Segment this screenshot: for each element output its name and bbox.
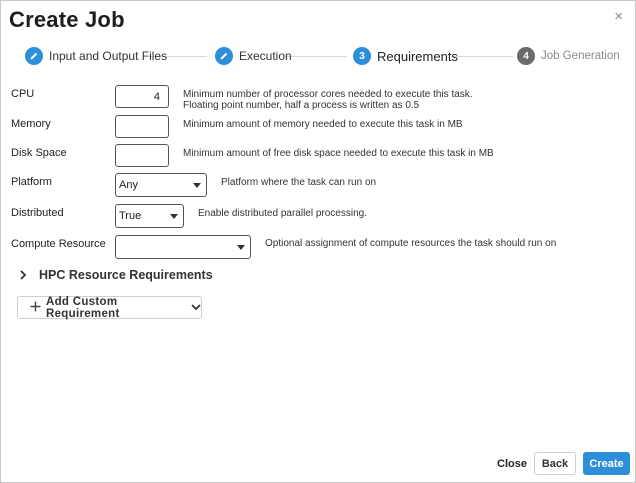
chevron-down-icon [191, 304, 201, 311]
compute-resource-select[interactable] [115, 235, 251, 259]
cpu-label: CPU [11, 88, 35, 100]
stepper [1, 46, 636, 66]
platform-select[interactable] [115, 173, 207, 197]
step-execution[interactable] [215, 46, 292, 66]
distributed-help: Enable distributed parallel processing. [198, 208, 367, 219]
hpc-requirements-label: HPC Resource Requirements [39, 268, 213, 282]
memory-label: Memory [11, 118, 51, 130]
chevron-down-icon [170, 214, 178, 219]
step-input-output[interactable] [25, 46, 167, 66]
add-custom-requirement-label: Add Custom Requirement [46, 295, 120, 320]
distributed-value: True [119, 210, 142, 222]
pencil-icon [25, 47, 43, 65]
step-connector [287, 56, 347, 57]
step-requirements[interactable] [353, 46, 458, 66]
plus-icon [30, 300, 41, 315]
platform-label: Platform [11, 176, 52, 188]
cpu-help-line1: Minimum number of processor cores needed to execute this task. [183, 89, 473, 100]
hpc-requirements-toggle[interactable] [17, 268, 213, 282]
distributed-label: Distributed [11, 207, 64, 219]
cpu-input[interactable]: 4 [115, 85, 169, 108]
memory-input[interactable] [115, 115, 169, 138]
dialog-title: Create Job [9, 7, 125, 32]
cpu-help [183, 89, 473, 111]
add-custom-requirement-button[interactable] [17, 296, 202, 319]
step-number: 4 [517, 47, 535, 65]
chevron-right-icon [17, 269, 29, 281]
close-icon[interactable]: × [614, 8, 623, 25]
disk-space-label: Disk Space [11, 147, 67, 159]
chevron-down-icon [193, 183, 201, 188]
platform-help: Platform where the task can run on [221, 177, 377, 188]
back-button[interactable]: Back [534, 452, 576, 475]
step-label: Job Generation [541, 50, 620, 62]
compute-resource-label: Compute Resource [11, 238, 106, 250]
memory-help: Minimum amount of memory needed to execute this task in MB [183, 119, 463, 130]
cpu-help-line2: Floating point number, half a process is written as 0.5 [183, 100, 420, 111]
step-connector [451, 56, 513, 57]
close-button[interactable]: Close [497, 457, 527, 470]
step-job-generation[interactable] [517, 46, 620, 66]
step-label: Execution [239, 49, 292, 63]
compute-resource-help: Optional assignment of compute resources the task should run on [265, 238, 557, 249]
distributed-select[interactable] [115, 204, 184, 228]
pencil-icon [215, 47, 233, 65]
chevron-down-icon [237, 245, 245, 250]
disk-space-input[interactable] [115, 144, 169, 167]
disk-space-help: Minimum amount of free disk space needed to execute this task in MB [183, 148, 494, 159]
platform-value: Any [119, 179, 138, 191]
step-label: Input and Output Files [49, 49, 168, 63]
step-label: Requirements [377, 48, 458, 64]
step-number: 3 [353, 47, 371, 65]
create-button[interactable]: Create [583, 452, 630, 475]
